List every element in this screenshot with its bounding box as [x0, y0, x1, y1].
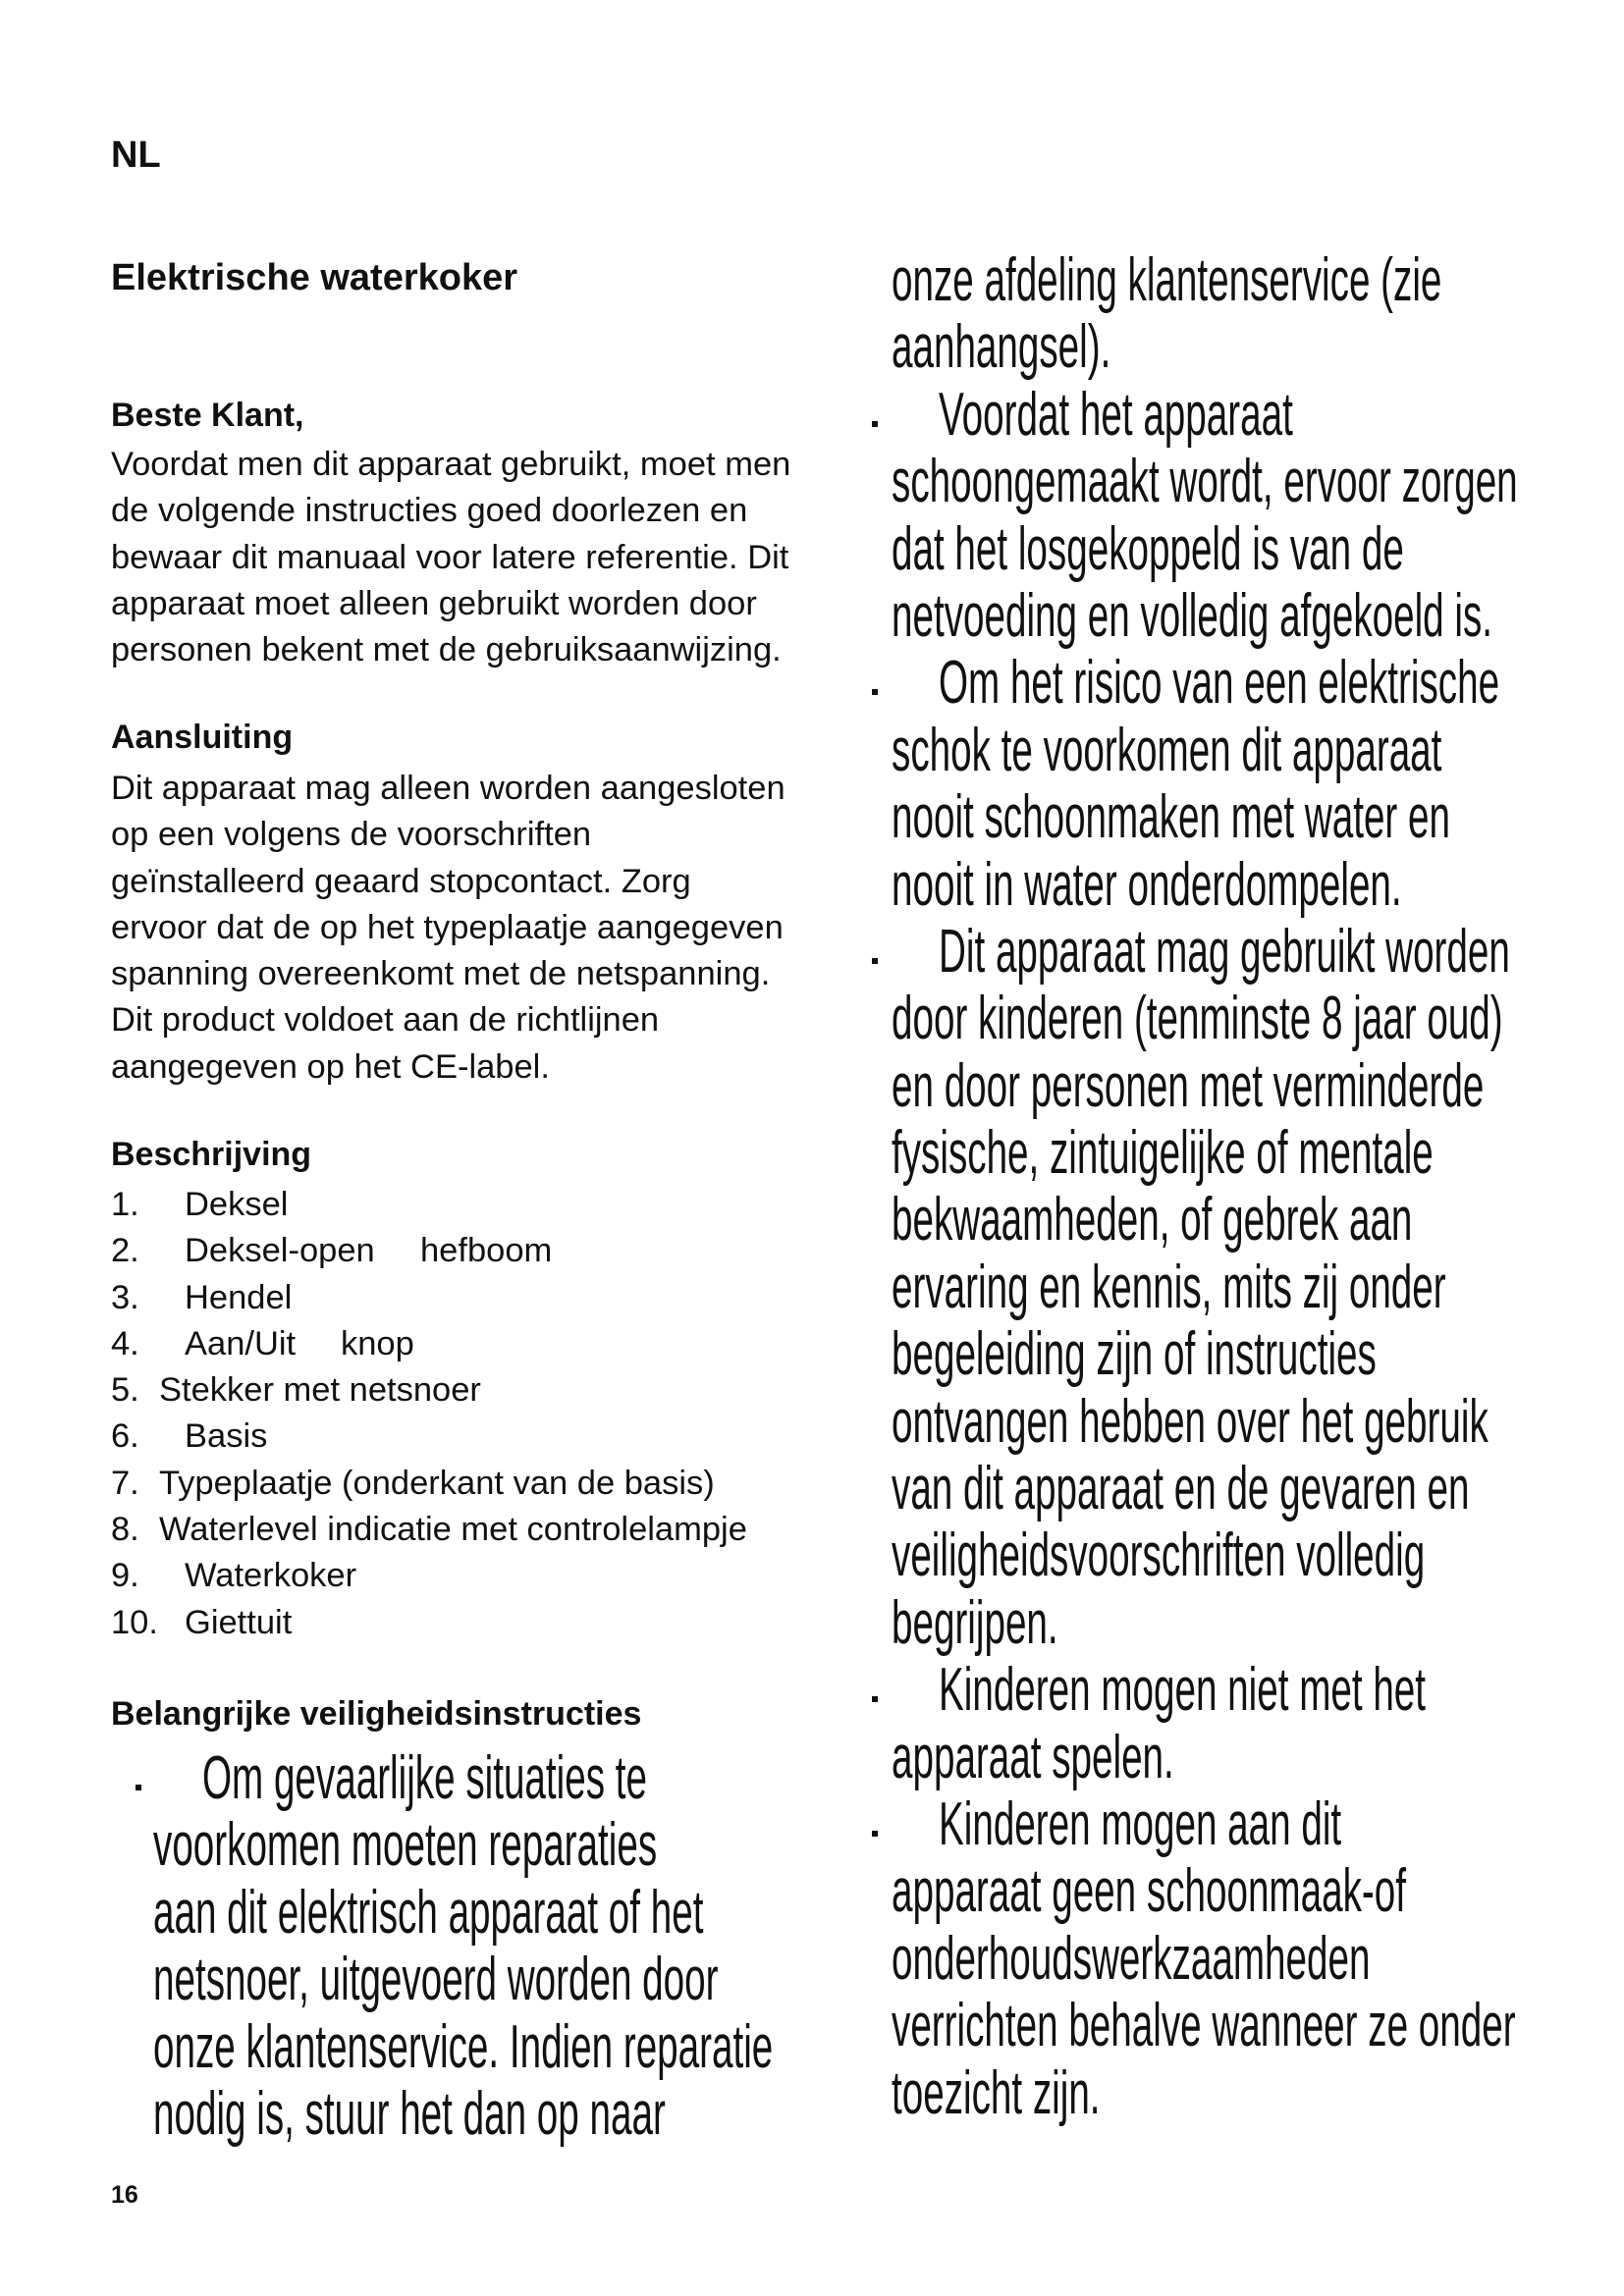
- safety-line-text: onze afdeling klantenservice (zie: [892, 246, 1442, 314]
- list-number: 10.: [111, 1603, 158, 1641]
- safety-line-text: Kinderen mogen aan dit: [939, 1789, 1342, 1858]
- safety-line: [153, 2081, 840, 2148]
- list-text-extra: knop: [341, 1324, 414, 1362]
- connection-line: spanning overeenkomt met de netspanning.: [111, 955, 771, 993]
- safety-line: [892, 1858, 1579, 1925]
- safety-line: [892, 852, 1579, 919]
- intro-line: apparaat moet alleen gebruikt worden door: [111, 584, 757, 622]
- list-text: Aan/Uit: [185, 1324, 297, 1362]
- connection-text: [111, 766, 818, 1091]
- safety-line: [892, 1389, 1579, 1456]
- connection-heading: Aansluiting: [111, 719, 294, 756]
- connection-line: ervoor dat de op het typeplaatje aangegeven: [111, 908, 784, 946]
- bullet-icon: [872, 421, 878, 427]
- list-number: 7.: [111, 1464, 139, 1502]
- safety-line-text: fysische, zintuigelijke of mentale: [892, 1119, 1434, 1188]
- safety-line: [892, 1590, 1579, 1657]
- list-text: Deksel: [185, 1186, 289, 1223]
- safety-heading: Belangrijke veiligheidsinstructies: [111, 1695, 642, 1733]
- parts-list-item: [111, 1182, 818, 1228]
- safety-line: [153, 1947, 840, 2013]
- safety-line-text: apparaat geen schoonmaak-of: [892, 1857, 1406, 1926]
- safety-line-text: toezicht zijn.: [892, 2058, 1101, 2127]
- list-text: Deksel-open: [185, 1232, 375, 1270]
- safety-line-text: begeleiding zijn of instructies: [892, 1320, 1377, 1389]
- list-text: Waterkoker: [185, 1557, 357, 1595]
- safety-line-text: netvoeding en volledig afgekoeld is.: [892, 581, 1493, 650]
- intro-line: de volgende instructies goed doorlezen en: [111, 492, 748, 530]
- intro-heading: Beste Klant,: [111, 397, 304, 434]
- list-text: Typeplaatje (onderkant van de basis): [159, 1464, 715, 1502]
- safety-line-text: begrijpen.: [892, 1588, 1058, 1657]
- safety-line: [153, 1745, 840, 1812]
- safety-line: [892, 1321, 1579, 1388]
- safety-line-text: ontvangen hebben over het gebruik: [892, 1387, 1489, 1456]
- safety-line: [892, 1255, 1579, 1321]
- safety-line: [892, 247, 1579, 314]
- safety-line: [153, 1880, 840, 1947]
- safety-line: [892, 516, 1579, 583]
- parts-list: [111, 1182, 818, 1646]
- language-label: NL: [111, 134, 161, 176]
- list-number: 8.: [111, 1511, 139, 1549]
- page-number: 16: [111, 2181, 138, 2209]
- safety-line-text: apparaat spelen.: [892, 1723, 1174, 1791]
- bullet-icon: [872, 958, 878, 964]
- safety-line-text: Om het risico van een elektrische: [939, 649, 1500, 718]
- parts-list-item: [111, 1461, 818, 1507]
- safety-line-text: ervaring en kennis, mits zij onder: [892, 1253, 1446, 1321]
- safety-line-text: voorkomen moeten reparaties: [153, 1811, 658, 1880]
- bullet-icon: [872, 689, 878, 695]
- safety-line-text: nooit in water onderdompelen.: [892, 850, 1402, 919]
- parts-list-item: [111, 1228, 818, 1274]
- intro-line: Voordat men dit apparaat gebruikt, moet men: [111, 446, 791, 483]
- safety-line-text: aan dit elektrisch apparaat of het: [153, 1878, 704, 1947]
- parts-list-item: [111, 1507, 818, 1553]
- safety-line: [892, 1522, 1579, 1589]
- parts-list-item: [111, 1414, 818, 1460]
- intro-line: bewaar dit manuaal voor latere referentie. Dit: [111, 538, 789, 576]
- parts-list-item: [111, 1600, 818, 1646]
- connection-line: op een volgens de voorschriften: [111, 816, 592, 854]
- list-text-extra: hefboom: [420, 1232, 553, 1270]
- safety-line: [892, 583, 1579, 650]
- document-title: Elektrische waterkoker: [111, 257, 518, 298]
- safety-line: [892, 1456, 1579, 1522]
- safety-line-text: aanhangsel).: [892, 313, 1111, 382]
- safety-line: [892, 1993, 1579, 2059]
- safety-line: [153, 2014, 840, 2081]
- safety-column-right: [892, 247, 1579, 2127]
- connection-line: Dit apparaat mag alleen worden aangesloten: [111, 770, 785, 807]
- list-number: 2.: [111, 1232, 139, 1270]
- safety-line: [892, 2060, 1579, 2127]
- safety-line: [892, 1053, 1579, 1120]
- safety-line-text: Voordat het apparaat: [939, 380, 1293, 449]
- parts-list-item: [111, 1321, 818, 1367]
- parts-list-item: [111, 1367, 818, 1414]
- safety-line: [892, 1657, 1579, 1724]
- intro-text: [111, 442, 818, 673]
- bullet-icon: [872, 1831, 878, 1837]
- safety-line: [892, 314, 1579, 381]
- safety-line-text: door kinderen (tenminste 8 jaar oud): [892, 985, 1503, 1053]
- connection-line: geïnstalleerd geaard stopcontact. Zorg: [111, 862, 691, 900]
- connection-line: Dit product voldoet aan de richtlijnen: [111, 1001, 660, 1040]
- safety-line: [892, 986, 1579, 1052]
- list-number: 1.: [111, 1186, 139, 1223]
- safety-line-text: verrichten behalve wanneer ze onder: [892, 1992, 1516, 2060]
- list-number: 5.: [111, 1371, 139, 1410]
- safety-line-text: Kinderen mogen niet met het: [939, 1656, 1427, 1725]
- list-number: 3.: [111, 1278, 139, 1316]
- list-number: 4.: [111, 1324, 139, 1362]
- list-text: Hendel: [185, 1278, 293, 1316]
- safety-line: [892, 784, 1579, 851]
- safety-line: [892, 449, 1579, 515]
- safety-line-text: onderhoudswerkzaamheden: [892, 1924, 1371, 1993]
- safety-line: [892, 718, 1579, 784]
- safety-line-text: en door personen met verminderde: [892, 1051, 1485, 1120]
- safety-item: [153, 1745, 840, 2148]
- safety-line-text: van dit apparaat en de gevaren en: [892, 1455, 1470, 1523]
- parts-list-item: [111, 1275, 818, 1321]
- list-text: Stekker met netsnoer: [159, 1371, 481, 1410]
- safety-line-text: nodig is, stuur het dan op naar: [153, 2079, 666, 2148]
- list-text: Waterlevel indicatie met controlelampje: [159, 1511, 747, 1549]
- safety-line: [153, 1812, 840, 1879]
- list-number: 9.: [111, 1557, 139, 1595]
- safety-line-text: bekwaamheden, of gebrek aan: [892, 1186, 1413, 1255]
- safety-line-text: dat het losgekoppeld is van de: [892, 514, 1404, 583]
- safety-line: [892, 919, 1579, 986]
- safety-line: [892, 1926, 1579, 1993]
- safety-line-text: onze klantenservice. Indien reparatie: [153, 2012, 774, 2081]
- list-text: Basis: [185, 1417, 268, 1456]
- bullet-icon: [872, 1696, 878, 1702]
- safety-line-text: nooit schoonmaken met water en: [892, 783, 1450, 852]
- safety-line: [892, 382, 1579, 449]
- safety-line: [892, 650, 1579, 717]
- safety-line-text: netsnoer, uitgevoerd worden door: [153, 1946, 719, 2014]
- parts-list-item: [111, 1553, 818, 1599]
- safety-line-text: schoongemaakt wordt, ervoor zorgen: [892, 448, 1518, 516]
- list-number: 6.: [111, 1417, 139, 1456]
- description-heading: Beschrijving: [111, 1136, 312, 1173]
- safety-line-text: veiligheidsvoorschriften volledig: [892, 1522, 1426, 1590]
- safety-line-text: Om gevaarlijke situaties te: [202, 1744, 647, 1812]
- safety-line: [892, 1187, 1579, 1254]
- safety-line: [892, 1791, 1579, 1858]
- safety-line: [892, 1725, 1579, 1791]
- bullet-icon: [135, 1785, 141, 1790]
- safety-line-text: schok te voorkomen dit apparaat: [892, 716, 1442, 784]
- intro-line: personen bekent met de gebruiksaanwijzing.: [111, 631, 782, 669]
- safety-line: [892, 1120, 1579, 1187]
- connection-line: aangegeven op het CE-label.: [111, 1047, 550, 1086]
- list-text: Giettuit: [185, 1603, 293, 1641]
- safety-line-text: Dit apparaat mag gebruikt worden: [939, 917, 1510, 986]
